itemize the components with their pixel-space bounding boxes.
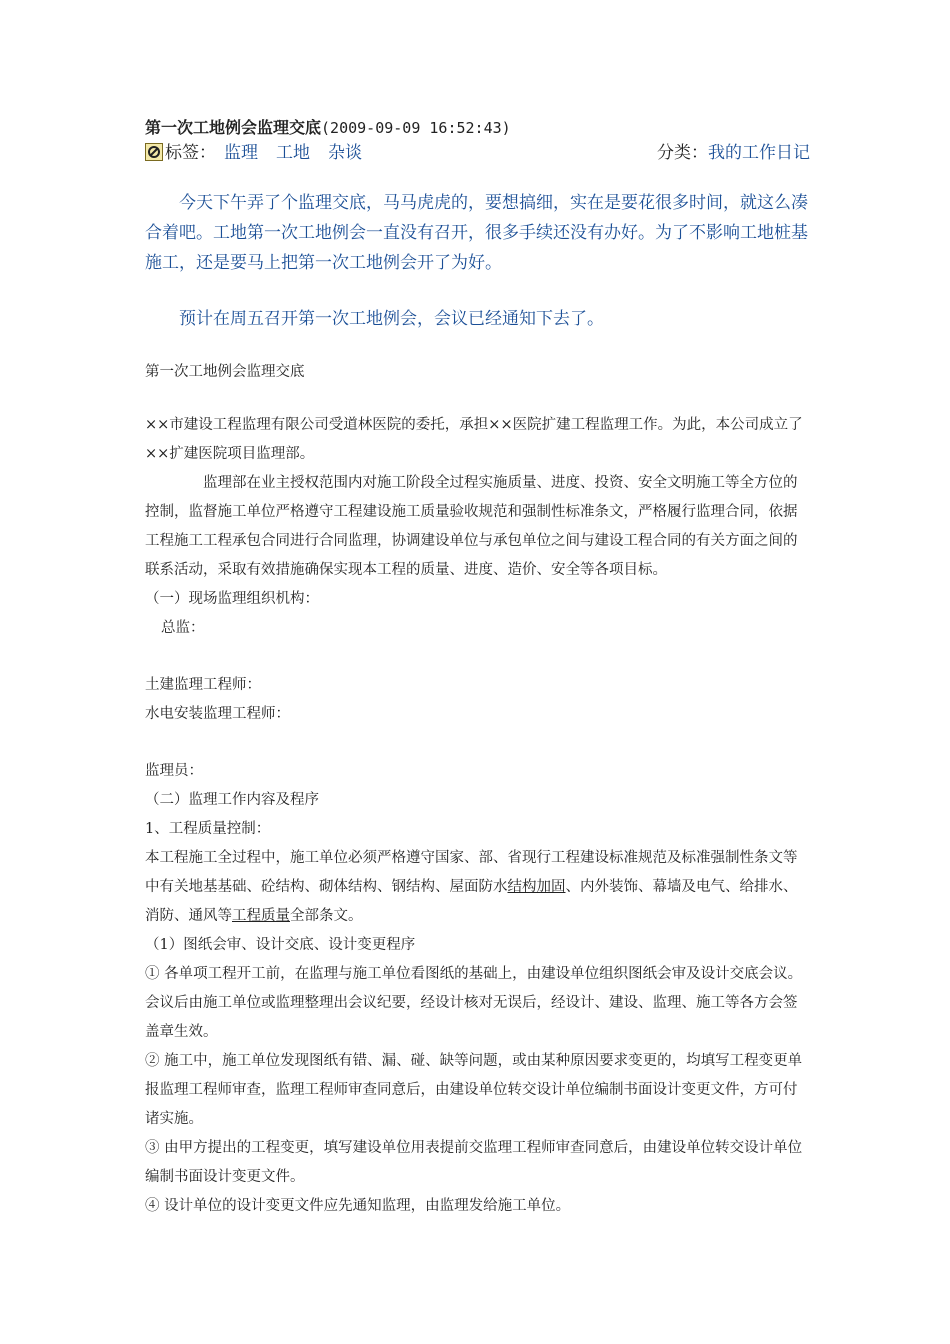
tags-area — [145, 140, 372, 166]
post-datetime: (2009-09-09 16:52:43) — [321, 119, 511, 137]
civil-engineer-line: 土建监理工程师： — [145, 677, 261, 693]
quality-text-a: 本工程施工全过程中，施工单位必须严格遵守国家、部、省现行工程建设标准规范及标准强制性条文等中有关地基基础、砼结构、砌体结构、钢结构、屋面防水 — [145, 850, 798, 895]
structural-reinforcement-link[interactable]: 结构加固 — [507, 879, 566, 895]
item-1-heading: 1、工程质量控制： — [145, 821, 271, 837]
intro-paragraph-2: 预计在周五召开第一次工地例会，会议已经通知下去了。 — [179, 309, 604, 329]
tag-link-site[interactable]: 工地 — [276, 143, 310, 163]
meta-line — [145, 140, 810, 166]
engineering-quality-link[interactable]: 工程质量 — [232, 908, 290, 924]
doc-paragraph-1: ××市建设工程监理有限公司受道林医院的委托，承担××医院扩建工程监理工作。为此，本公司成立了××扩建医院项目监理部。 — [145, 417, 803, 462]
doc-heading: 第一次工地例会监理交底 — [145, 364, 305, 380]
chief-supervisor-line: 总监： — [161, 620, 205, 636]
article-title: 第一次工地例会监理交底 — [145, 118, 322, 137]
tag-link-supervision[interactable]: 监理 — [224, 143, 258, 163]
doc-paragraph-2: 监理部在业主授权范围内对施工阶段全过程实施质量、进度、投资、安全文明施工等全方位的控制，监督施工单位严格遵守工程建设施工质量验收规范和强制性标准条文，严格履行监理合同，依据工程施工工程承包合同进行合同监理，协调建设单位与承包单位之间与建设工程合同的有关方面之间的联系活动，采取有效措施确保实现本工程的质量、进度、造价、安全等各项目标。 — [145, 475, 798, 578]
step-4: ④ 设计单位的设计变更文件应先通知监理，由监理发给施工单位。 — [145, 1198, 571, 1214]
tags-label: 标签： — [165, 143, 216, 163]
category-link[interactable]: 我的工作日记 — [708, 143, 810, 163]
section-2-heading: （二）监理工作内容及程序 — [145, 792, 319, 808]
tag-link-misc[interactable]: 杂谈 — [328, 143, 362, 163]
subsection-1-heading: （1）图纸会审、设计交底、设计变更程序 — [145, 937, 416, 953]
quality-text-c: 全部条文。 — [290, 908, 363, 924]
step-3: ③ 由甲方提出的工程变更，填写建设单位用表提前交监理工程师审查同意后，由建设单位转交设计单位编制书面设计变更文件。 — [145, 1140, 803, 1185]
quality-text-b: 、内外装饰、幕墙及电气、给排水、消防、通风等 — [145, 879, 798, 924]
tag-icon — [145, 143, 163, 161]
section-1-heading: （一）现场监理组织机构： — [145, 591, 319, 607]
article — [145, 116, 810, 1221]
quality-paragraph — [145, 844, 810, 931]
title-line — [145, 116, 810, 140]
supervisor-line: 监理员： — [145, 763, 203, 779]
category-label: 分类： — [657, 143, 708, 163]
category-area — [657, 140, 810, 166]
mep-engineer-line: 水电安装监理工程师： — [145, 706, 290, 722]
step-2: ② 施工中，施工单位发现图纸有错、漏、碰、缺等问题，或由某种原因要求变更的，均填写工程变更单报监理工程师审查，监理工程师审查同意后，由建设单位转交设计单位编制书面设计变更文件，方可付诸实施。 — [145, 1053, 803, 1127]
intro-paragraph-1: 今天下午弄了个监理交底，马马虎虎的，要想搞细，实在是要花很多时间，就这么凑合着吧。工地第一次工地例会一直没有召开，很多手续还没有办好。为了不影响工地桩基施工，还是要马上把第一次工地例会开了为好。 — [145, 193, 808, 273]
step-1: ① 各单项工程开工前，在监理与施工单位看图纸的基础上，由建设单位组织图纸会审及设计交底会议。会议后由施工单位或监理整理出会议纪要，经设计核对无误后，经设计、建设、监理、施工等各方会签盖章生效。 — [145, 966, 803, 1040]
